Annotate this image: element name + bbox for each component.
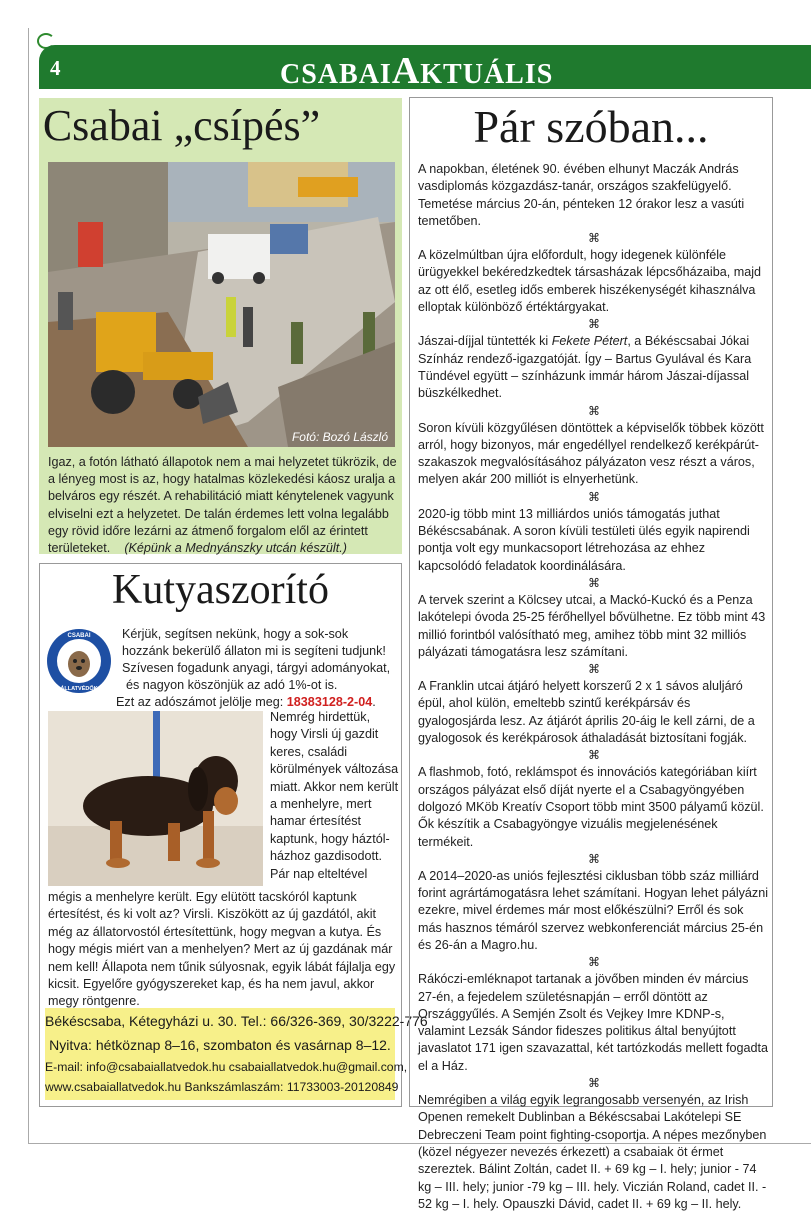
photo-credit: Fotó: Bozó László bbox=[291, 430, 388, 444]
intro-line-3: Szívesen fogadunk anyagi, tárgyi adományokat, bbox=[122, 661, 391, 675]
caption-text: Igaz, a fotón látható állapotok nem a mai helyzetet tükrözik, de a lényeg most is az, hogy hatalmas közlekedési káosz uralja a belváros egy részét. A rehabilitáció miatt kénytelenek vagyunk elviselni ezt a helyzetet. De talán érdemes lett volna legalább egy rövid időre lezárni az átmenő forgalom elől az érintett területeket. bbox=[48, 455, 397, 556]
news-item: A Franklin utcai átjáró helyett korszerű 2 x 1 sávos aluljáró épül, ahol külön, emeltebb szintű kerékpársáv és gyalogosjárda lesz. Az átjárót április 20-áig le kell zárni, de a gyalogosok és kerékpárosok áthaladását biztosítani fogják. bbox=[418, 679, 755, 746]
news-item: 2020-ig több mint 13 milliárdos uniós támogatás juthat Békéscsabának. A soron kívüli testületi ülés egyik napirendi pontja volt egy munkacsoport létrehozása az ehhez kapcsolódó feladatok koordinálására. bbox=[418, 506, 750, 573]
tax-number: 18383128-2-04 bbox=[286, 695, 373, 709]
csipes-title: Csabai „csípés” bbox=[42, 101, 321, 150]
news-name-italic: Fekete Pétert bbox=[551, 334, 628, 349]
news-item: A napokban, életének 90. évében elhunyt Maczák András vasdiplomás közgazdász-tanár, országos szakfelügyelő. Temetése március 20-án, pénteken 12 órakor lesz a vasúti temetőben. bbox=[418, 162, 745, 228]
separator-icon: ⌘ bbox=[588, 489, 600, 504]
separator-icon: ⌘ bbox=[588, 851, 600, 866]
contact-box bbox=[45, 1008, 428, 1100]
separator-icon: ⌘ bbox=[588, 231, 600, 246]
caption-note: (Képünk a Mednyánszky utcán készült.) bbox=[124, 541, 347, 556]
contact-hours: Nyitva: hétköznap 8–16, szombaton és vasárnap 8–12. bbox=[49, 1037, 391, 1053]
news-item: Rákóczi-emléknapot tartanak a jövőben minden év március 27-én, a fejedelem születésnapján – erről döntött az Országgyűlés. A Semjén Zsolt és Vejkey Imre KDNP-s, valamint Lezsák Sándor fideszes politikus által benyújtott javaslatot 171 igen szavazattal, két tartózkodás mellett fogadta el a Ház. bbox=[418, 972, 769, 1073]
kutya-title: Kutyaszorító bbox=[112, 567, 329, 613]
contact-email: E-mail: info@csabaiallatvedok.hu csabaiallatvedok.hu@gmail.com, bbox=[45, 1060, 408, 1074]
par-szoban-title: Pár szóban... bbox=[473, 101, 709, 152]
news-item: Nemrégiben a világ egyik legrangosabb versenyén, az Irish Openen remekelt Dublinban a Békéscsabai Lakótelepi SE Debreczeni Team point fighting-csoportja. A népes mezőnyben (közel négyezer nevezés érkezett) a csabaiak öt érmet szereztek. Bálint Zoltán, cadet II. + 69 kg – I. hely; junior - 74 kg – III. hely; junior -79 kg – III. hely. Viczián Roland, cadet II. - 52 kg – I. hely. Opauszki Dávid, cadet II. + 69 kg – II. hely. bbox=[418, 1093, 767, 1211]
news-text: Jászai-díjjal tüntették ki bbox=[418, 334, 552, 349]
news-text: , a Békéscsabai Jókai Színház rendező-igazgatóját. Így – Bartus Gyulával és Kara Tündével együtt – színházunk immár három Jászai-díjassal büszkélkedhet. bbox=[418, 334, 752, 401]
virsli-story-right: Nemrég hirdettük, hogy Virsli új gazdit keres, családi körülmények változása miatt. Akkor nem került a menhelyre, mert hamar értesítést kaptunk, hogy háztól-házhoz gazdisodott. Pár nap elteltével bbox=[270, 710, 399, 881]
virsli-story-bottom: mégis a menhelyre került. Egy elütött tacskóról kaptunk értesítést, és ki volt az? Virsli. Kiszökött az új gazdától, akit még az állatorvostól értesítettünk, hogy megvan a kutya. És hogy mégis miért van a menhelyen? Mert az új gazdának már nem kell! Állapota nem tűnik súlyosnak, egyik lábát fájlalja egy kicsit. Egyelőre gyógyszereket kap, és ha nem javul, akkor megy röntgenre. bbox=[48, 890, 396, 1009]
page-number: 4 bbox=[50, 56, 61, 80]
intro-line-4: és nagyon köszönjük az adó 1%-ot is. bbox=[126, 678, 338, 692]
news-list bbox=[418, 161, 770, 1213]
intro-line-5: Ezt az adószámot jelölje meg: bbox=[116, 695, 287, 709]
separator-icon: ⌘ bbox=[588, 317, 600, 332]
separator-icon: ⌘ bbox=[588, 748, 600, 763]
title-part1: CSABAI bbox=[280, 59, 392, 90]
road-construction-photo bbox=[48, 162, 395, 447]
separator-icon: ⌘ bbox=[588, 575, 600, 590]
intro-line-1: Kérjük, segítsen nekünk, hogy a sok-sok bbox=[122, 627, 349, 641]
title-big-letter: A bbox=[391, 50, 421, 92]
intro-line-2: hozzánk bekerülő állaton mi is segíteni tudjunk! bbox=[122, 644, 386, 658]
news-item: A közelmúltban újra előfordult, hogy idegenek különféle ürügyekkel bekéredzkedtek társasházak lépcsőházaiba, majd az ott élő, esetleg idős emberek hiszékenységét kihasználva elloptak különböző értéktárgyakat. bbox=[418, 248, 762, 315]
tax-end: . bbox=[372, 695, 376, 709]
news-item bbox=[418, 333, 770, 402]
contact-web-bank: www.csabaiallatvedok.hu Bankszámlaszám: 11733003-20120849 bbox=[45, 1080, 399, 1094]
dog-photo bbox=[48, 711, 263, 886]
separator-icon: ⌘ bbox=[588, 955, 600, 970]
csabai-allatvedok-logo-icon bbox=[46, 628, 112, 694]
news-item: A 2014–2020-as uniós fejlesztési ciklusban több száz milliárd forint agrártámogatásra lehet számítani. Hogyan lehet pályázni ezekre, mivel érdemes már most előkészülni? Erről és sok más hasznos témáról szervez webkonferenciát március 25-én és 26-án a Magro.hu. bbox=[418, 868, 769, 952]
separator-icon: ⌘ bbox=[588, 403, 600, 418]
separator-icon: ⌘ bbox=[588, 1076, 600, 1091]
magazine-title bbox=[280, 49, 553, 93]
svg-text:CSABAI: CSABAI bbox=[67, 633, 91, 639]
title-part2: KTUÁLIS bbox=[420, 59, 554, 90]
news-item: A flashmob, fotó, reklámspot és innovációs kategóriában kiírt országos pályázat első díját nyerte el a Csabagyöngyében dolgozó MKöb Kreatív Csoport több mint 3500 pályamű közül. Ők készítik a Csabagyöngye vizuális megjelenésének termékeit. bbox=[418, 765, 764, 849]
separator-icon: ⌘ bbox=[588, 662, 600, 677]
news-item: A tervek szerint a Kölcsey utcai, a Mackó-Kuckó és a Penza lakótelepi óvoda 25-25 férőhellyel bővülhetne. Ez több mint 43 millió forintból valósítható meg, amihez több mint 32 milliós pályázati támogatásra lesz számítani. bbox=[418, 592, 766, 659]
kutya-intro bbox=[116, 626, 394, 711]
road-caption bbox=[48, 454, 398, 557]
news-item: Soron kívüli közgyűlésen döntöttek a képviselők többek között arról, hogy bizonyos, már engedéllyel rendelkező kerékpárút-szakaszok megvalósításához pályázaton vesz részt a város, melyen akár 200 milliót is elnyerhetünk. bbox=[418, 420, 764, 487]
svg-text:ÁLLATVÉDŐK: ÁLLATVÉDŐK bbox=[60, 686, 98, 692]
contact-address: Békéscsaba, Kétegyházi u. 30. Tel.: 66/326-369, 30/3222-776 bbox=[45, 1013, 428, 1029]
